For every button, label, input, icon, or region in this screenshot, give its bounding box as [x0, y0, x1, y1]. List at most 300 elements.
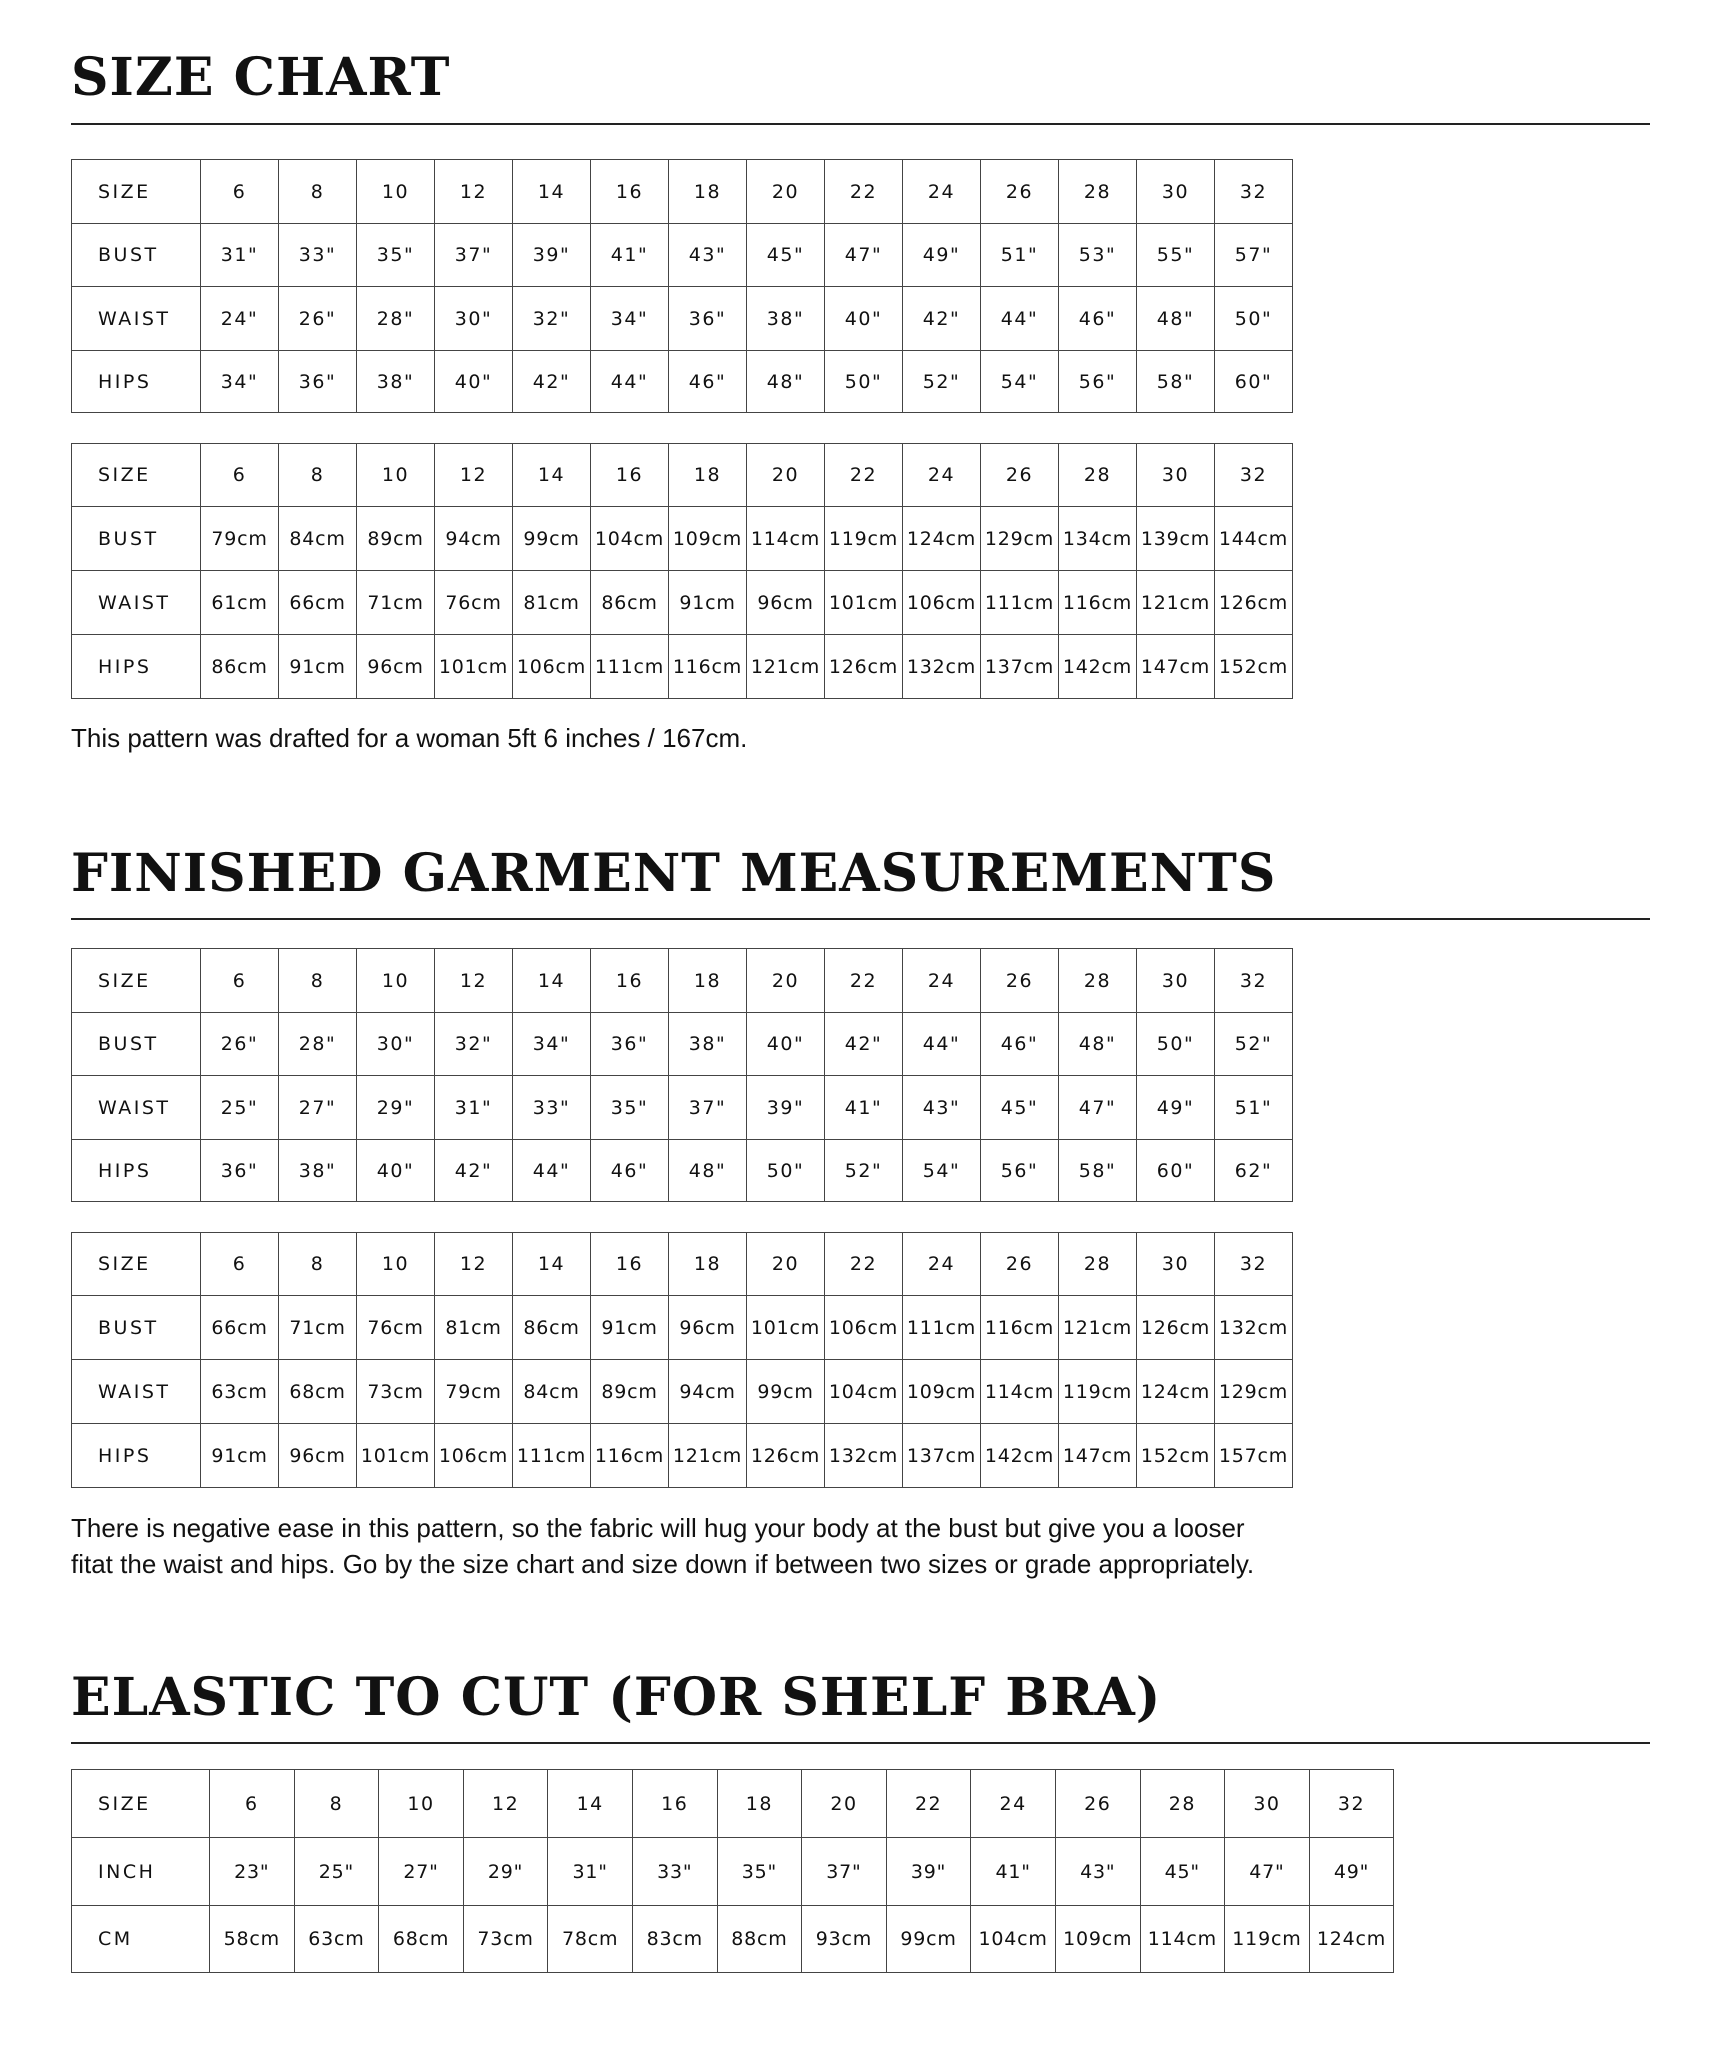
size-header-cell: 8 — [279, 444, 357, 507]
table-cell: 104cm — [591, 507, 669, 571]
table-cell: 49" — [1137, 1076, 1215, 1140]
table-cell: 45" — [1140, 1838, 1225, 1906]
table-cell: 91cm — [279, 635, 357, 699]
table-cell: 40" — [747, 1013, 825, 1076]
table-row — [72, 1296, 1293, 1360]
size-header-cell: 24 — [903, 949, 981, 1013]
size-header-cell: 24 — [903, 444, 981, 507]
table-cell: 114cm — [1140, 1906, 1225, 1973]
table-cell: 89cm — [591, 1360, 669, 1424]
size-header-cell: 20 — [747, 160, 825, 224]
table-cell: 28" — [279, 1013, 357, 1076]
size-header-label: SIZE — [72, 1233, 201, 1296]
table-cell: 68cm — [379, 1906, 464, 1973]
table-cell: 43" — [903, 1076, 981, 1140]
size-chart-inches-table — [71, 159, 1293, 413]
table-row — [72, 287, 1293, 351]
size-header-cell: 16 — [591, 949, 669, 1013]
size-header-cell: 14 — [513, 444, 591, 507]
table-cell: 63cm — [294, 1906, 379, 1973]
table-cell: 30" — [435, 287, 513, 351]
table-cell: 58cm — [210, 1906, 295, 1973]
table-cell: 129cm — [1215, 1360, 1293, 1424]
table-cell: 47" — [825, 224, 903, 287]
table-cell: 144cm — [1215, 507, 1293, 571]
table-cell: 36" — [669, 287, 747, 351]
size-header-cell: 22 — [886, 1770, 971, 1838]
size-header-cell: 8 — [294, 1770, 379, 1838]
table-cell: 76cm — [357, 1296, 435, 1360]
table-cell: 111cm — [513, 1424, 591, 1488]
table-cell: 68cm — [279, 1360, 357, 1424]
table-cell: 114cm — [981, 1360, 1059, 1424]
table-row — [72, 351, 1293, 413]
size-header-cell: 28 — [1059, 160, 1137, 224]
table-cell: 47" — [1225, 1838, 1310, 1906]
table-cell: 53" — [1059, 224, 1137, 287]
row-label: HIPS — [72, 635, 201, 699]
table-cell: 52" — [825, 1140, 903, 1202]
table-cell: 101cm — [357, 1424, 435, 1488]
table-cell: 39" — [886, 1838, 971, 1906]
table-cell: 33" — [279, 224, 357, 287]
size-header-cell: 28 — [1059, 1233, 1137, 1296]
table-cell: 38" — [357, 351, 435, 413]
table-cell: 36" — [279, 351, 357, 413]
table-cell: 35" — [717, 1838, 802, 1906]
table-cell: 35" — [591, 1076, 669, 1140]
table-cell: 116cm — [669, 635, 747, 699]
table-cell: 58" — [1137, 351, 1215, 413]
table-cell: 134cm — [1059, 507, 1137, 571]
table-cell: 42" — [513, 351, 591, 413]
table-cell: 104cm — [825, 1360, 903, 1424]
table-cell: 91cm — [669, 571, 747, 635]
size-header-cell: 28 — [1140, 1770, 1225, 1838]
table-cell: 37" — [802, 1838, 887, 1906]
table-row — [72, 1013, 1293, 1076]
table-row — [72, 1360, 1293, 1424]
finished-garment-cm-table — [71, 1232, 1293, 1488]
table-cell: 93cm — [802, 1906, 887, 1973]
table-row — [72, 1906, 1394, 1973]
table-cell: 31" — [435, 1076, 513, 1140]
table-cell: 31" — [201, 224, 279, 287]
size-header-cell: 22 — [825, 160, 903, 224]
size-header-cell: 30 — [1137, 444, 1215, 507]
row-label: HIPS — [72, 1424, 201, 1488]
size-header-cell: 10 — [357, 1233, 435, 1296]
size-header-cell: 10 — [357, 160, 435, 224]
table-cell: 36" — [201, 1140, 279, 1202]
table-cell: 46" — [591, 1140, 669, 1202]
table-cell: 66cm — [201, 1296, 279, 1360]
size-header-cell: 10 — [357, 949, 435, 1013]
table-cell: 52" — [903, 351, 981, 413]
size-header-cell: 8 — [279, 949, 357, 1013]
table-cell: 106cm — [435, 1424, 513, 1488]
table-cell: 157cm — [1215, 1424, 1293, 1488]
table-cell: 61cm — [201, 571, 279, 635]
table-cell: 25" — [201, 1076, 279, 1140]
table-cell: 55" — [1137, 224, 1215, 287]
table-cell: 126cm — [1215, 571, 1293, 635]
row-label: BUST — [72, 1296, 201, 1360]
table-cell: 50" — [1137, 1013, 1215, 1076]
table-row — [72, 1140, 1293, 1202]
table-cell: 101cm — [825, 571, 903, 635]
table-cell: 35" — [357, 224, 435, 287]
table-cell: 40" — [435, 351, 513, 413]
row-label: INCH — [72, 1838, 210, 1906]
size-header-cell: 16 — [632, 1770, 717, 1838]
table-cell: 26" — [201, 1013, 279, 1076]
table-cell: 60" — [1137, 1140, 1215, 1202]
table-cell: 124cm — [1309, 1906, 1394, 1973]
size-header-cell: 16 — [591, 1233, 669, 1296]
table-cell: 62" — [1215, 1140, 1293, 1202]
table-cell: 94cm — [669, 1360, 747, 1424]
size-header-cell: 18 — [669, 949, 747, 1013]
table-cell: 36" — [591, 1013, 669, 1076]
table-cell: 34" — [591, 287, 669, 351]
table-cell: 51" — [981, 224, 1059, 287]
table-cell: 106cm — [903, 571, 981, 635]
row-label: HIPS — [72, 351, 201, 413]
table-cell: 48" — [669, 1140, 747, 1202]
table-cell: 124cm — [903, 507, 981, 571]
table-cell: 129cm — [981, 507, 1059, 571]
table-cell: 126cm — [825, 635, 903, 699]
size-header-cell: 12 — [435, 160, 513, 224]
table-cell: 132cm — [1215, 1296, 1293, 1360]
table-row — [72, 507, 1293, 571]
size-header-cell: 26 — [981, 444, 1059, 507]
table-cell: 38" — [747, 287, 825, 351]
table-cell: 96cm — [669, 1296, 747, 1360]
table-cell: 91cm — [201, 1424, 279, 1488]
table-cell: 89cm — [357, 507, 435, 571]
size-chart-title: SIZE CHART — [71, 47, 451, 108]
table-cell: 73cm — [357, 1360, 435, 1424]
table-cell: 121cm — [1059, 1296, 1137, 1360]
size-header-cell: 18 — [717, 1770, 802, 1838]
size-header-row — [72, 444, 1293, 507]
row-label: BUST — [72, 507, 201, 571]
table-cell: 31" — [548, 1838, 633, 1906]
size-header-cell: 22 — [825, 949, 903, 1013]
table-cell: 99cm — [513, 507, 591, 571]
table-cell: 43" — [1055, 1838, 1140, 1906]
table-cell: 83cm — [632, 1906, 717, 1973]
table-row — [72, 1838, 1394, 1906]
table-cell: 41" — [591, 224, 669, 287]
elastic-table — [71, 1769, 1394, 1973]
row-label: WAIST — [72, 287, 201, 351]
table-cell: 47" — [1059, 1076, 1137, 1140]
row-label: BUST — [72, 1013, 201, 1076]
size-header-cell: 20 — [747, 444, 825, 507]
table-cell: 106cm — [825, 1296, 903, 1360]
table-cell: 40" — [825, 287, 903, 351]
size-chart-cm-table — [71, 443, 1293, 699]
finished-garment-divider — [71, 918, 1650, 920]
table-cell: 29" — [357, 1076, 435, 1140]
size-header-cell: 30 — [1137, 949, 1215, 1013]
table-cell: 42" — [825, 1013, 903, 1076]
size-chart-divider — [71, 123, 1650, 125]
row-label: BUST — [72, 224, 201, 287]
table-cell: 73cm — [463, 1906, 548, 1973]
table-cell: 50" — [1215, 287, 1293, 351]
table-cell: 84cm — [513, 1360, 591, 1424]
table-cell: 54" — [903, 1140, 981, 1202]
size-header-label: SIZE — [72, 444, 201, 507]
table-row — [72, 571, 1293, 635]
table-row — [72, 635, 1293, 699]
table-cell: 66cm — [279, 571, 357, 635]
size-chart-note: This pattern was drafted for a woman 5ft 6 inches / 167cm. — [71, 723, 748, 753]
table-cell: 44" — [903, 1013, 981, 1076]
table-cell: 91cm — [591, 1296, 669, 1360]
table-cell: 24" — [201, 287, 279, 351]
table-cell: 48" — [1137, 287, 1215, 351]
table-cell: 101cm — [747, 1296, 825, 1360]
table-cell: 27" — [279, 1076, 357, 1140]
table-cell: 132cm — [825, 1424, 903, 1488]
table-cell: 29" — [463, 1838, 548, 1906]
table-cell: 116cm — [1059, 571, 1137, 635]
table-cell: 30" — [357, 1013, 435, 1076]
size-header-row — [72, 160, 1293, 224]
table-cell: 81cm — [513, 571, 591, 635]
table-cell: 142cm — [1059, 635, 1137, 699]
size-header-cell: 20 — [747, 1233, 825, 1296]
size-header-cell: 26 — [1055, 1770, 1140, 1838]
table-cell: 46" — [669, 351, 747, 413]
table-cell: 63cm — [201, 1360, 279, 1424]
table-cell: 27" — [379, 1838, 464, 1906]
table-cell: 26" — [279, 287, 357, 351]
table-cell: 99cm — [747, 1360, 825, 1424]
table-cell: 86cm — [513, 1296, 591, 1360]
table-cell: 50" — [747, 1140, 825, 1202]
table-cell: 96cm — [357, 635, 435, 699]
table-cell: 34" — [513, 1013, 591, 1076]
table-cell: 126cm — [1137, 1296, 1215, 1360]
table-cell: 88cm — [717, 1906, 802, 1973]
row-label: WAIST — [72, 1360, 201, 1424]
table-cell: 101cm — [435, 635, 513, 699]
table-cell: 51" — [1215, 1076, 1293, 1140]
table-cell: 39" — [513, 224, 591, 287]
size-header-cell: 8 — [279, 160, 357, 224]
table-row — [72, 224, 1293, 287]
size-header-cell: 32 — [1215, 444, 1293, 507]
size-header-cell: 32 — [1215, 1233, 1293, 1296]
size-header-cell: 16 — [591, 160, 669, 224]
table-cell: 52" — [1215, 1013, 1293, 1076]
table-cell: 79cm — [201, 507, 279, 571]
table-cell: 126cm — [747, 1424, 825, 1488]
size-header-cell: 26 — [981, 160, 1059, 224]
table-cell: 121cm — [747, 635, 825, 699]
table-cell: 119cm — [1059, 1360, 1137, 1424]
size-header-cell: 22 — [825, 444, 903, 507]
table-cell: 84cm — [279, 507, 357, 571]
size-header-cell: 20 — [802, 1770, 887, 1838]
size-header-cell: 6 — [201, 1233, 279, 1296]
size-header-cell: 32 — [1309, 1770, 1394, 1838]
table-cell: 48" — [747, 351, 825, 413]
table-cell: 147cm — [1059, 1424, 1137, 1488]
size-header-cell: 18 — [669, 1233, 747, 1296]
table-cell: 37" — [435, 224, 513, 287]
table-cell: 44" — [591, 351, 669, 413]
size-header-cell: 30 — [1137, 160, 1215, 224]
size-header-cell: 12 — [463, 1770, 548, 1838]
table-cell: 139cm — [1137, 507, 1215, 571]
size-header-cell: 18 — [669, 444, 747, 507]
table-cell: 38" — [669, 1013, 747, 1076]
size-header-cell: 10 — [357, 444, 435, 507]
table-cell: 32" — [435, 1013, 513, 1076]
table-cell: 121cm — [1137, 571, 1215, 635]
table-cell: 46" — [981, 1013, 1059, 1076]
table-cell: 42" — [435, 1140, 513, 1202]
table-cell: 37" — [669, 1076, 747, 1140]
table-cell: 109cm — [1055, 1906, 1140, 1973]
size-header-cell: 12 — [435, 444, 513, 507]
size-header-cell: 24 — [971, 1770, 1056, 1838]
size-header-cell: 24 — [903, 160, 981, 224]
size-header-label: SIZE — [72, 949, 201, 1013]
size-header-cell: 12 — [435, 949, 513, 1013]
size-header-cell: 6 — [201, 160, 279, 224]
table-cell: 56" — [1059, 351, 1137, 413]
table-cell: 152cm — [1137, 1424, 1215, 1488]
table-cell: 28" — [357, 287, 435, 351]
table-cell: 86cm — [591, 571, 669, 635]
table-row — [72, 1076, 1293, 1140]
size-header-cell: 6 — [201, 949, 279, 1013]
size-header-cell: 28 — [1059, 444, 1137, 507]
table-cell: 54" — [981, 351, 1059, 413]
table-cell: 111cm — [903, 1296, 981, 1360]
table-cell: 96cm — [747, 571, 825, 635]
table-cell: 45" — [981, 1076, 1059, 1140]
table-cell: 137cm — [903, 1424, 981, 1488]
table-row — [72, 1424, 1293, 1488]
size-header-cell: 26 — [981, 1233, 1059, 1296]
table-cell: 94cm — [435, 507, 513, 571]
size-header-cell: 14 — [513, 1233, 591, 1296]
table-cell: 119cm — [1225, 1906, 1310, 1973]
table-cell: 33" — [632, 1838, 717, 1906]
size-header-cell: 30 — [1137, 1233, 1215, 1296]
size-header-cell: 16 — [591, 444, 669, 507]
finished-garment-note-line1: There is negative ease in this pattern, so the fabric will hug your body at the bust but give you a looser — [71, 1513, 1245, 1543]
table-cell: 57" — [1215, 224, 1293, 287]
size-header-row — [72, 1233, 1293, 1296]
table-cell: 137cm — [981, 635, 1059, 699]
table-cell: 71cm — [357, 571, 435, 635]
table-cell: 60" — [1215, 351, 1293, 413]
table-cell: 86cm — [201, 635, 279, 699]
size-header-cell: 6 — [201, 444, 279, 507]
table-cell: 41" — [971, 1838, 1056, 1906]
size-header-cell: 14 — [513, 949, 591, 1013]
table-cell: 119cm — [825, 507, 903, 571]
finished-garment-note-line2: fitat the waist and hips. Go by the size chart and size down if between two sizes or grade appropriately. — [71, 1549, 1255, 1579]
table-cell: 109cm — [903, 1360, 981, 1424]
table-cell: 46" — [1059, 287, 1137, 351]
row-label: WAIST — [72, 571, 201, 635]
table-cell: 41" — [825, 1076, 903, 1140]
table-cell: 114cm — [747, 507, 825, 571]
table-cell: 124cm — [1137, 1360, 1215, 1424]
table-cell: 132cm — [903, 635, 981, 699]
row-label: WAIST — [72, 1076, 201, 1140]
table-cell: 81cm — [435, 1296, 513, 1360]
size-header-cell: 28 — [1059, 949, 1137, 1013]
table-cell: 49" — [903, 224, 981, 287]
size-header-cell: 10 — [379, 1770, 464, 1838]
table-cell: 43" — [669, 224, 747, 287]
table-cell: 104cm — [971, 1906, 1056, 1973]
table-cell: 58" — [1059, 1140, 1137, 1202]
elastic-divider — [71, 1742, 1650, 1744]
table-cell: 33" — [513, 1076, 591, 1140]
size-header-label: SIZE — [72, 160, 201, 224]
finished-garment-title: FINISHED GARMENT MEASUREMENTS — [71, 843, 1277, 904]
size-header-cell: 6 — [210, 1770, 295, 1838]
table-cell: 147cm — [1137, 635, 1215, 699]
row-label: HIPS — [72, 1140, 201, 1202]
size-header-cell: 18 — [669, 160, 747, 224]
table-cell: 45" — [747, 224, 825, 287]
table-cell: 39" — [747, 1076, 825, 1140]
size-header-cell: 30 — [1225, 1770, 1310, 1838]
table-cell: 152cm — [1215, 635, 1293, 699]
size-header-cell: 26 — [981, 949, 1059, 1013]
table-cell: 96cm — [279, 1424, 357, 1488]
table-cell: 42" — [903, 287, 981, 351]
table-cell: 50" — [825, 351, 903, 413]
size-header-label: SIZE — [72, 1770, 210, 1838]
size-header-cell: 8 — [279, 1233, 357, 1296]
table-cell: 99cm — [886, 1906, 971, 1973]
table-cell: 121cm — [669, 1424, 747, 1488]
size-header-cell: 12 — [435, 1233, 513, 1296]
table-cell: 48" — [1059, 1013, 1137, 1076]
table-cell: 111cm — [591, 635, 669, 699]
size-header-row — [72, 1770, 1394, 1838]
table-cell: 25" — [294, 1838, 379, 1906]
table-cell: 142cm — [981, 1424, 1059, 1488]
size-header-cell: 24 — [903, 1233, 981, 1296]
size-header-cell: 20 — [747, 949, 825, 1013]
size-header-cell: 32 — [1215, 160, 1293, 224]
table-cell: 44" — [513, 1140, 591, 1202]
table-cell: 116cm — [591, 1424, 669, 1488]
table-cell: 38" — [279, 1140, 357, 1202]
size-header-cell: 32 — [1215, 949, 1293, 1013]
table-cell: 106cm — [513, 635, 591, 699]
size-header-cell: 14 — [548, 1770, 633, 1838]
table-cell: 32" — [513, 287, 591, 351]
size-header-row — [72, 949, 1293, 1013]
